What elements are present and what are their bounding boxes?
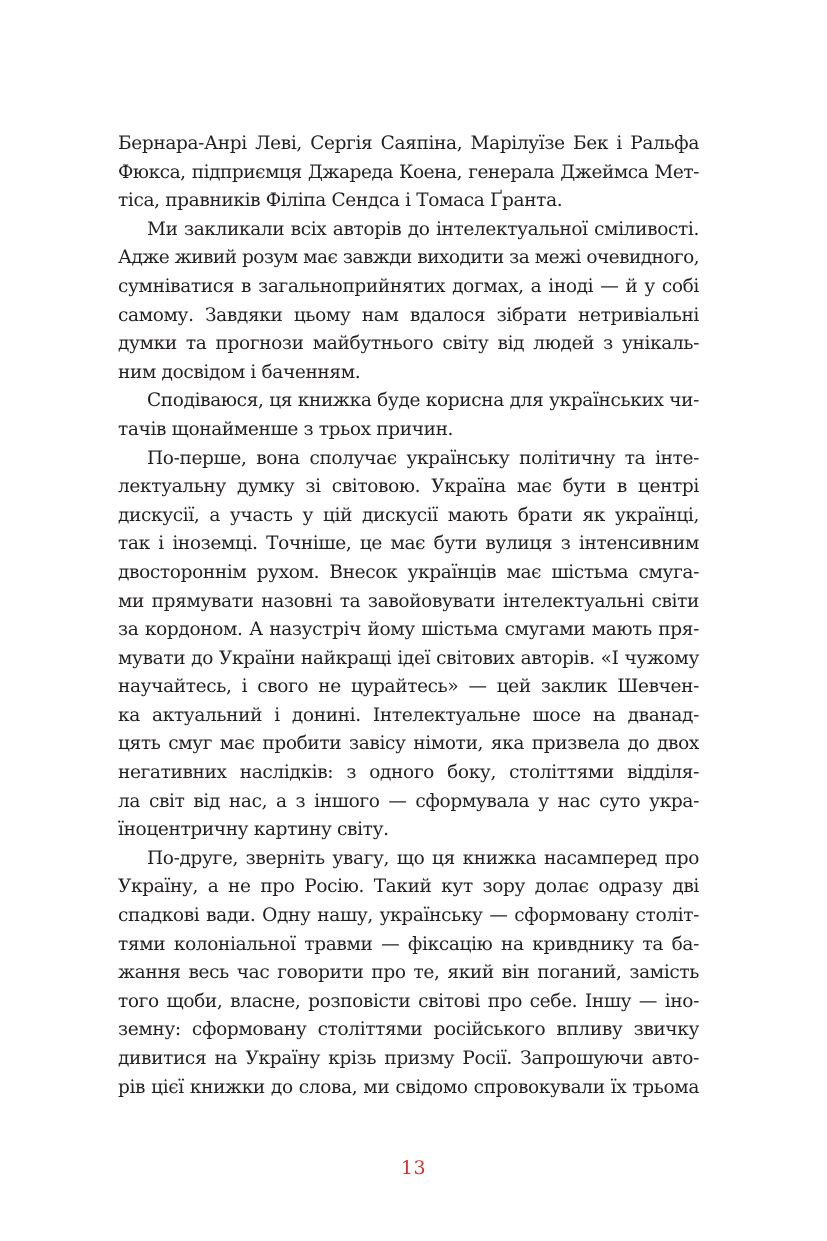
text-line: жання весь час говорити про те, який він поганий, замість [118, 962, 699, 984]
text-line: Бернара-Анрі Леві, Сергія Саяпіна, Марілуїзе Бек і Ральфа [118, 133, 699, 154]
text-line: мувати до України найкращі ідеї світових авторів. «І чужому [118, 647, 699, 669]
text-line: Україну, а не про Росію. Такий кут зору долає одразу дві [118, 876, 699, 898]
body-text [118, 130, 699, 1102]
text-line: тачів щонайменше з трьох причин. [118, 418, 454, 440]
text-line: Ми закликали всіх авторів до інтелектуальної сміливості. [147, 218, 699, 240]
text-line: спадкові вади. Одну нашу, українську — сформовану століт- [118, 905, 699, 927]
text-line: ла світ від нас, а з іншого — сформувала у нас суто укра- [118, 790, 699, 812]
text-line: їноцентричну картину світу. [118, 819, 389, 841]
text-line: ним досвідом і баченням. [118, 361, 361, 383]
text-line: двостороннім рухом. Внесок українців має шістьма смуга- [118, 561, 699, 583]
text-line: По-перше, вона сполучає українську політичну та інте- [147, 447, 699, 469]
text-line: самому. Завдяки цьому нам вдалося зібрати нетривіальні [118, 304, 699, 326]
page-number: 13 [400, 1157, 427, 1179]
text-line: дивитися на Україну крізь призму Росії. Запрошуючи авто- [118, 1048, 699, 1069]
text-line: того щоби, власне, розповісти світові про себе. Іншу — іно- [118, 990, 699, 1012]
text-line: ми прямувати назовні та завойовувати інтелектуальні світи [118, 590, 699, 612]
text-line: земну: сформовану століттями російського впливу звичку [118, 1019, 699, 1041]
text-line: за кордоном. А назустріч йому шістьма смугами мають пря- [118, 619, 699, 641]
text-line: думки та прогнози майбутнього світу від людей з унікаль- [118, 333, 699, 355]
text-line: Адже живий розум має завжди виходити за межі очевидного, [118, 247, 699, 269]
text-line: рів цієї книжки до слова, ми свідомо спровокували їх трьома [118, 1076, 699, 1098]
text-line: негативних наслідків: з одного боку, століттями відділя- [118, 762, 699, 784]
text-line: тіса, правників Філіпа Сендса і Томаса Ґранта. [118, 190, 563, 212]
text-line: Фюкса, підприємця Джареда Коена, генерала Джеймса Мет- [118, 161, 699, 183]
text-line: так і іноземці. Точніше, це має бути вулиця з інтенсивним [118, 533, 699, 555]
text-line: ка актуальний і донині. Інтелектуальне шосе на дванад- [118, 704, 699, 726]
text-line: сумніватися в загальноприйнятих догмах, а іноді — й у собі [118, 275, 699, 297]
text-line: По-друге, зверніть увагу, що ця книжка насамперед про [147, 847, 699, 869]
text-line: тями колоніальної травми — фіксацію на кривднику та ба- [118, 933, 699, 955]
text-line: научайтесь, і свого не цурайтесь» — цей заклик Шевчен- [118, 676, 699, 698]
text-line: Сподіваюся, ця книжка буде корисна для українських чи- [147, 390, 699, 412]
text-line: дискусії, а участь у цій дискусії мають брати як українці, [118, 504, 699, 526]
text-line: лектуальну думку зі світовою. Україна має бути в центрі [118, 476, 699, 498]
text-line: цять смуг має пробити завісу німоти, яка призвела до двох [118, 733, 699, 755]
